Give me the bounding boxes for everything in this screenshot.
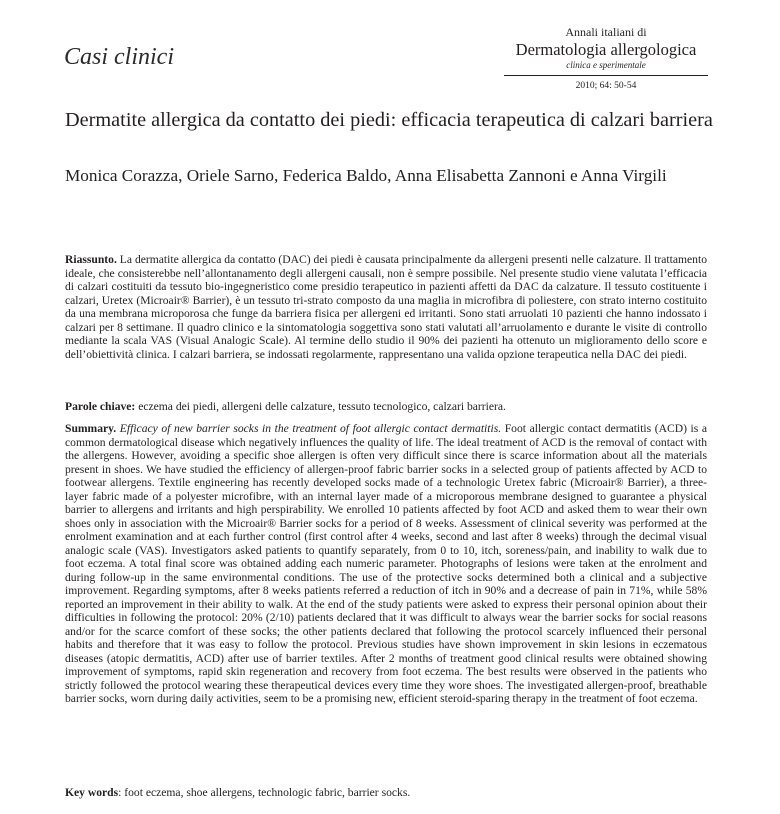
summary-label: Summary.: [65, 422, 117, 435]
journal-line1: Annali italiani di: [565, 25, 647, 39]
summary-text: Foot allergic contact dermatitis (ACD) is a common dermatological disease which negatively influences the quality of life. The ideal treatment of ACD is the removal of contact with the allergens. However, avoiding a specific shoe allergen is often very difficult since there is scarce information about all the materials present in shoes. We have studied the efficiency of allergen-proof fabric barrier socks in a selected group of patients affected by ACD to footwear allergens. Textile engineering has recently developed socks made of a technologic Uretex fabric (Microair® Barrier), a three-layer fabric made of a polyester microfibre, with an internal layer made of a microporous membrane designed to guarantee a physical barrier to allergens and irritants and high perspirability. We enrolled 10 patients affected by foot ACD and asked them to wear their own shoes only in association with the Microair® Barrier socks for a period of 8 weeks. Assessment of clinical severity was performed at the enrolment examination and at each further control (first control after 4 weeks, second and last after 8 weeks) through the decimal visual analogic scale (VAS). Investigators asked patients to quantify separately, from 0 to 10, itch, soreness/pain, and inability to walk due to foot eczema. A total final score was obtained adding each numeric parameter. Photographs of lesions were taken at the enrolment and during follow-up in the same environmental conditions. The use of the protective socks determined both a clinical and a subjective improvement. Regarding symptoms, after 8 weeks patients referred a reduction of itch in 90% and a decrease of pain in 71%, while 58% reported an improvement in their ability to walk. At the end of the study patients were asked to express their personal opinion about their difficulties in following the protocol: 20% (2/10) patients declared that it was difficult to always wear the barrier socks for social reasons and/or for the scarce comfort of these socks; the other patients declared that following the protocol scarcely influenced their personal habits and therefore that it was easy to follow the protocol. Previous studies have shown improvement in skin lesions in eczematous diseases (atopic dermatitis, ACD) after use of barrier textiles. After 2 months of treatment good clinical results were obtained showing improvement of symptoms, rapid skin regeneration and recovery from foot eczema. The best results were observed in the patients who strictly followed the protocol wearing these therapeutical devices every time they wore shoes. The investigated allergen-proof, breathable barrier socks, worn during daily activities, seem to be a promising new, efficient steroid-sparing therapy in the treatment of foot eczema.: [65, 422, 707, 705]
summary-title: Efficacy of new barrier socks in the treatment of foot allergic contact dermatitis.: [116, 422, 502, 435]
section-label: Casi clinici: [64, 44, 174, 70]
masthead-divider: [504, 75, 708, 76]
article-authors: Monica Corazza, Oriele Sarno, Federica Baldo, Anna Elisabetta Zannoni e Anna Virgili: [65, 166, 667, 185]
key-words-paragraph: [65, 786, 707, 800]
journal-volume: 2010; 64: 50-54: [575, 81, 637, 91]
article-title: Dermatite allergica da contatto dei piedi: efficacia terapeutica di calzari barriera: [65, 109, 713, 131]
parole-chiave-text: eczema dei piedi, allergeni delle calzature, tessuto tecnologico, calzari barriera.: [135, 400, 506, 413]
summary-paragraph: [65, 422, 707, 706]
riassunto-text: La dermatite allergica da contatto (DAC) dei piedi è causata principalmente da allergeni presenti nelle calzature. Il trattamento ideale, che consisterebbe nell’allontanamento degli allergeni causali, non è sempre possibile. Nel presente studio viene valutata l’efficacia di calzari costituiti da tessuto bio-ingegneristico come presidio terapeutico in pazienti affetti da DAC da calzature. Il tessuto costituente i calzari, Uretex (Microair® Barrier), è un tessuto tri-strato composto da una maglia in microfibra di poliestere, con strato interno costituito da una membrana microporosa che funge da barriera fisica per allergeni ed irritanti. Sono stati arruolati 10 pazienti che hanno indossato i calzari per 8 settimane. Il quadro clinico e la sintomatologia soggettiva sono stati valutati all’arruolamento e durante le visite di controllo mediante la scala VAS (Visual Analogic Scale). Al termine dello studio il 90% dei pazienti ha ottenuto un miglioramento dello score e dell’obiettività clinica. I calzari barriera, se indossati regolarmente, rappresentano una valida opzione terapeutica nella DAC dei piedi.: [65, 253, 707, 361]
riassunto-label: Riassunto.: [65, 253, 117, 266]
journal-masthead: [504, 25, 708, 92]
parole-chiave-paragraph: [65, 400, 707, 414]
journal-name: Dermatologia allergologica: [515, 40, 697, 59]
riassunto-paragraph: [65, 253, 707, 361]
journal-subtitle: clinica e sperimentale: [566, 60, 646, 70]
key-words-text: : foot eczema, shoe allergens, technologic fabric, barrier socks.: [118, 786, 411, 799]
key-words-label: Key words: [65, 786, 119, 799]
parole-chiave-label: Parole chiave:: [65, 400, 136, 413]
